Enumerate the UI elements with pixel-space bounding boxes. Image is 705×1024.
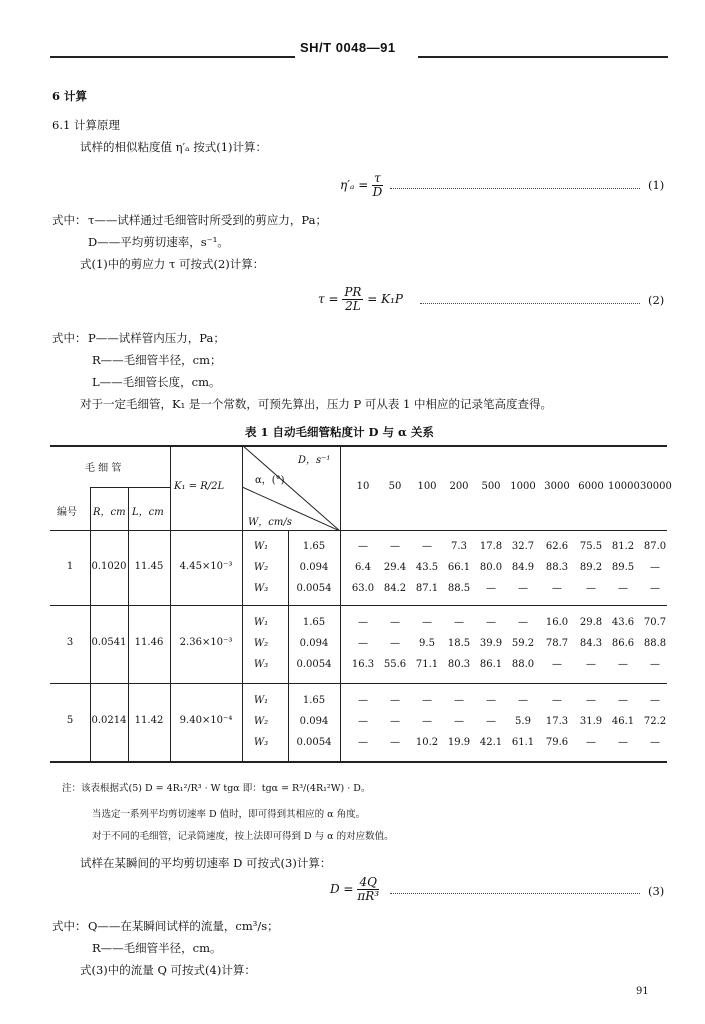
sub-heading: 6.1 计算原理: [52, 118, 120, 132]
def-shear-rate: D——平均剪切速率，s⁻¹。: [88, 235, 229, 249]
capillary-no: 1: [66, 561, 74, 572]
alpha-value: —: [358, 695, 368, 706]
head-w: W，cm/s: [248, 517, 292, 528]
eq2-leader: [420, 303, 640, 304]
alpha-value: —: [618, 737, 628, 748]
def-flow: Q——在某瞬间试样的流量，cm³/s；: [88, 919, 279, 933]
alpha-value: 29.8: [579, 617, 603, 628]
alpha-value: 80.0: [479, 562, 503, 573]
capillary-no: 3: [66, 637, 74, 648]
alpha-value: 71.1: [415, 659, 439, 670]
alpha-value: —: [390, 638, 400, 649]
alpha-value: 88.0: [511, 659, 535, 670]
alpha-value: 89.2: [579, 562, 603, 573]
alpha-value: 46.1: [611, 716, 635, 727]
viscosity-table: [50, 445, 672, 763]
eq3-denominator: πR³: [357, 889, 380, 903]
w-value: 0.094: [299, 638, 329, 649]
alpha-value: 86.1: [479, 659, 503, 670]
alpha-value: —: [358, 716, 368, 727]
capillary-no: 5: [66, 715, 74, 726]
alpha-value: 63.0: [351, 583, 375, 594]
note-1: 注：该表根据式(5) D = 4R₁²/R³ · W tgα 即：tgα = R³/(4R₁²W) · D。: [62, 783, 371, 794]
alpha-value: 66.1: [447, 562, 471, 573]
rate-header: 100: [417, 481, 437, 492]
alpha-value: 16.0: [545, 617, 569, 628]
alpha-value: —: [358, 617, 368, 628]
alpha-value: 89.5: [611, 562, 635, 573]
table-title: 表 1 自动毛细管粘度计 D 与 α 关系: [245, 425, 434, 439]
alpha-value: —: [390, 737, 400, 748]
eq3-fraction: [357, 876, 379, 903]
alpha-value: 88.8: [643, 638, 667, 649]
alpha-value: —: [586, 583, 596, 594]
alpha-value: 79.6: [545, 737, 569, 748]
w-value: 0.0054: [296, 583, 332, 594]
alpha-value: —: [552, 583, 562, 594]
alpha-value: 84.2: [383, 583, 407, 594]
eq2-fraction: [342, 286, 363, 313]
alpha-value: —: [486, 583, 496, 594]
alpha-value: —: [390, 695, 400, 706]
alpha-value: 55.6: [383, 659, 407, 670]
alpha-value: 72.2: [643, 716, 667, 727]
alpha-value: 84.9: [511, 562, 535, 573]
alpha-value: 43.6: [611, 617, 635, 628]
eq1-fraction: [372, 172, 383, 199]
head-no: 编号: [57, 507, 77, 518]
page-number: 91: [636, 986, 649, 997]
alpha-value: —: [586, 737, 596, 748]
alpha-value: —: [552, 659, 562, 670]
alpha-value: —: [618, 695, 628, 706]
alpha-value: —: [586, 695, 596, 706]
alpha-value: 61.1: [511, 737, 535, 748]
rate-header: 3000: [544, 481, 570, 492]
eq1-leader: [390, 188, 640, 189]
alpha-value: —: [454, 617, 464, 628]
head-k1: K₁ = R/2L: [174, 481, 225, 492]
eq3-leader: [390, 893, 640, 894]
def-pressure: P——试样管内压力，Pa；: [88, 331, 225, 345]
alpha-value: 39.9: [479, 638, 503, 649]
alpha-value: —: [422, 541, 432, 552]
capillary-radius: 0.0214: [91, 715, 127, 726]
alpha-value: —: [422, 695, 432, 706]
capillary-length: 11.45: [134, 561, 164, 572]
eq1-numerator: τ: [374, 171, 381, 185]
w-label: W₁: [253, 541, 269, 552]
rate-header: 10000: [608, 481, 640, 492]
alpha-value: 29.4: [383, 562, 407, 573]
w-label: W₃: [253, 583, 269, 594]
w-value: 0.094: [299, 716, 329, 727]
alpha-value: —: [650, 583, 660, 594]
capillary-length: 11.46: [134, 637, 164, 648]
capillary-k1: 2.36×10⁻³: [179, 637, 233, 648]
alpha-value: 75.5: [579, 541, 603, 552]
equation-2: [318, 286, 403, 313]
alpha-value: 9.5: [419, 638, 435, 649]
intro-text: 试样的相似粘度值 η′ₐ 按式(1)计算：: [80, 140, 268, 154]
alpha-value: —: [618, 659, 628, 670]
rate-header: 1000: [510, 481, 536, 492]
eq3-numerator: 4Q: [357, 876, 379, 890]
w-label: W₃: [253, 659, 269, 670]
alpha-value: 87.1: [415, 583, 439, 594]
alpha-value: —: [422, 716, 432, 727]
head-capillary: 毛 细 管: [85, 463, 122, 474]
alpha-value: —: [486, 716, 496, 727]
alpha-value: 5.9: [515, 716, 531, 727]
eq3-number: (3): [648, 884, 665, 898]
capillary-k1: 9.40×10⁻⁴: [179, 715, 233, 726]
w-label: W₁: [253, 695, 269, 706]
capillary-radius: 0.0541: [91, 637, 127, 648]
alpha-value: —: [552, 695, 562, 706]
alpha-value: 81.2: [611, 541, 635, 552]
w-value: 0.094: [299, 562, 329, 573]
alpha-value: —: [358, 541, 368, 552]
capillary-length: 11.42: [134, 715, 164, 726]
eq1-denominator: D: [372, 185, 383, 199]
w-label: W₂: [253, 716, 269, 727]
alpha-value: —: [518, 583, 528, 594]
alpha-value: —: [454, 716, 464, 727]
alpha-value: —: [650, 562, 660, 573]
head-shear-rate: D，s⁻¹: [298, 455, 331, 466]
w-label: W₃: [253, 737, 269, 748]
alpha-value: 80.3: [447, 659, 471, 670]
alpha-value: —: [650, 659, 660, 670]
def-radius: R——毛细管半径，cm；: [92, 353, 222, 367]
capillary-k1: 4.45×10⁻³: [179, 561, 233, 572]
alpha-value: 43.5: [415, 562, 439, 573]
rate-header: 50: [388, 481, 402, 492]
alpha-value: 6.4: [355, 562, 371, 573]
w-value: 1.65: [302, 617, 326, 628]
where-label-3: 式中：: [52, 919, 87, 933]
where-label-2: 式中：: [52, 331, 87, 345]
def-radius-2: R——毛细管半径，cm。: [92, 941, 222, 955]
equation-1: [340, 172, 383, 199]
alpha-value: —: [454, 695, 464, 706]
alpha-value: —: [390, 716, 400, 727]
eq2-lhs: τ =: [318, 292, 339, 306]
capillary-radius: 0.1020: [91, 561, 127, 572]
alpha-value: 31.9: [579, 716, 603, 727]
para-k1: 对于一定毛细管，K₁ 是一个常数，可预先算出，压力 P 可从表 1 中相应的记录笔高度查得。: [80, 397, 553, 411]
rate-header: 30000: [640, 481, 672, 492]
alpha-value: —: [486, 617, 496, 628]
eq1-lhs: η′ₐ =: [340, 178, 369, 192]
alpha-value: 42.1: [479, 737, 503, 748]
eq2-number: (2): [648, 293, 665, 307]
alpha-value: 70.7: [643, 617, 667, 628]
eq1-number: (1): [648, 178, 665, 192]
rate-header: 500: [481, 481, 501, 492]
eq2-numerator: PR: [344, 285, 362, 299]
w-value: 0.0054: [296, 659, 332, 670]
header-rule-left: [50, 56, 295, 58]
alpha-value: —: [390, 541, 400, 552]
rate-header: 6000: [578, 481, 604, 492]
alpha-value: 32.7: [511, 541, 535, 552]
note-2: 当选定一系列平均剪切速率 D 值时，即可得到其相应的 α 角度。: [92, 809, 366, 820]
alpha-value: 78.7: [545, 638, 569, 649]
alpha-value: —: [650, 695, 660, 706]
alpha-value: —: [486, 695, 496, 706]
head-length: L，cm: [132, 507, 164, 518]
alpha-value: —: [358, 638, 368, 649]
w-value: 1.65: [302, 695, 326, 706]
header-rule-right: [418, 56, 668, 58]
eq3-lhs: D =: [330, 882, 354, 896]
alpha-value: —: [586, 659, 596, 670]
eq2-denominator: 2L: [345, 299, 361, 313]
eq2-intro: 式(1)中的剪应力 τ 可按式(2)计算：: [80, 257, 265, 271]
head-radius: R，cm: [93, 507, 126, 518]
alpha-value: —: [518, 695, 528, 706]
def-tau: τ——试样通过毛细管时所受到的剪应力，Pa；: [88, 213, 327, 227]
equation-3: [330, 876, 379, 903]
eq4-intro: 式(3)中的流量 Q 可按式(4)计算：: [80, 963, 256, 977]
rate-header: 10: [356, 481, 370, 492]
alpha-value: 88.5: [447, 583, 471, 594]
w-label: W₂: [253, 562, 269, 573]
section-heading: 6 计算: [52, 89, 88, 103]
alpha-value: 59.2: [511, 638, 535, 649]
alpha-value: 17.3: [545, 716, 569, 727]
alpha-value: —: [518, 617, 528, 628]
alpha-value: —: [422, 617, 432, 628]
alpha-value: 17.8: [479, 541, 503, 552]
w-value: 1.65: [302, 541, 326, 552]
def-length: L——毛细管长度，cm。: [92, 375, 221, 389]
alpha-value: 84.3: [579, 638, 603, 649]
standard-code: SH/T 0048—91: [300, 40, 396, 55]
where-label: 式中：: [52, 213, 87, 227]
alpha-value: 16.3: [351, 659, 375, 670]
alpha-value: 88.3: [545, 562, 569, 573]
alpha-value: 19.9: [447, 737, 471, 748]
eq3-intro: 试样在某瞬间的平均剪切速率 D 可按式(3)计算：: [80, 856, 332, 870]
rate-header: 200: [449, 481, 469, 492]
alpha-value: 62.6: [545, 541, 569, 552]
w-value: 0.0054: [296, 737, 332, 748]
alpha-value: 7.3: [451, 541, 467, 552]
head-alpha: α，(°): [255, 475, 285, 486]
alpha-value: —: [358, 737, 368, 748]
alpha-value: 86.6: [611, 638, 635, 649]
w-label: W₁: [253, 617, 269, 628]
alpha-value: —: [650, 737, 660, 748]
eq2-rhs: = K₁P: [367, 292, 403, 306]
note-3: 对于不同的毛细管，记录筒速度，按上法即可得到 D 与 α 的对应数值。: [92, 831, 394, 842]
alpha-value: 87.0: [643, 541, 667, 552]
w-label: W₂: [253, 638, 269, 649]
alpha-value: 10.2: [415, 737, 439, 748]
alpha-value: —: [390, 617, 400, 628]
alpha-value: 18.5: [447, 638, 471, 649]
alpha-value: —: [618, 583, 628, 594]
